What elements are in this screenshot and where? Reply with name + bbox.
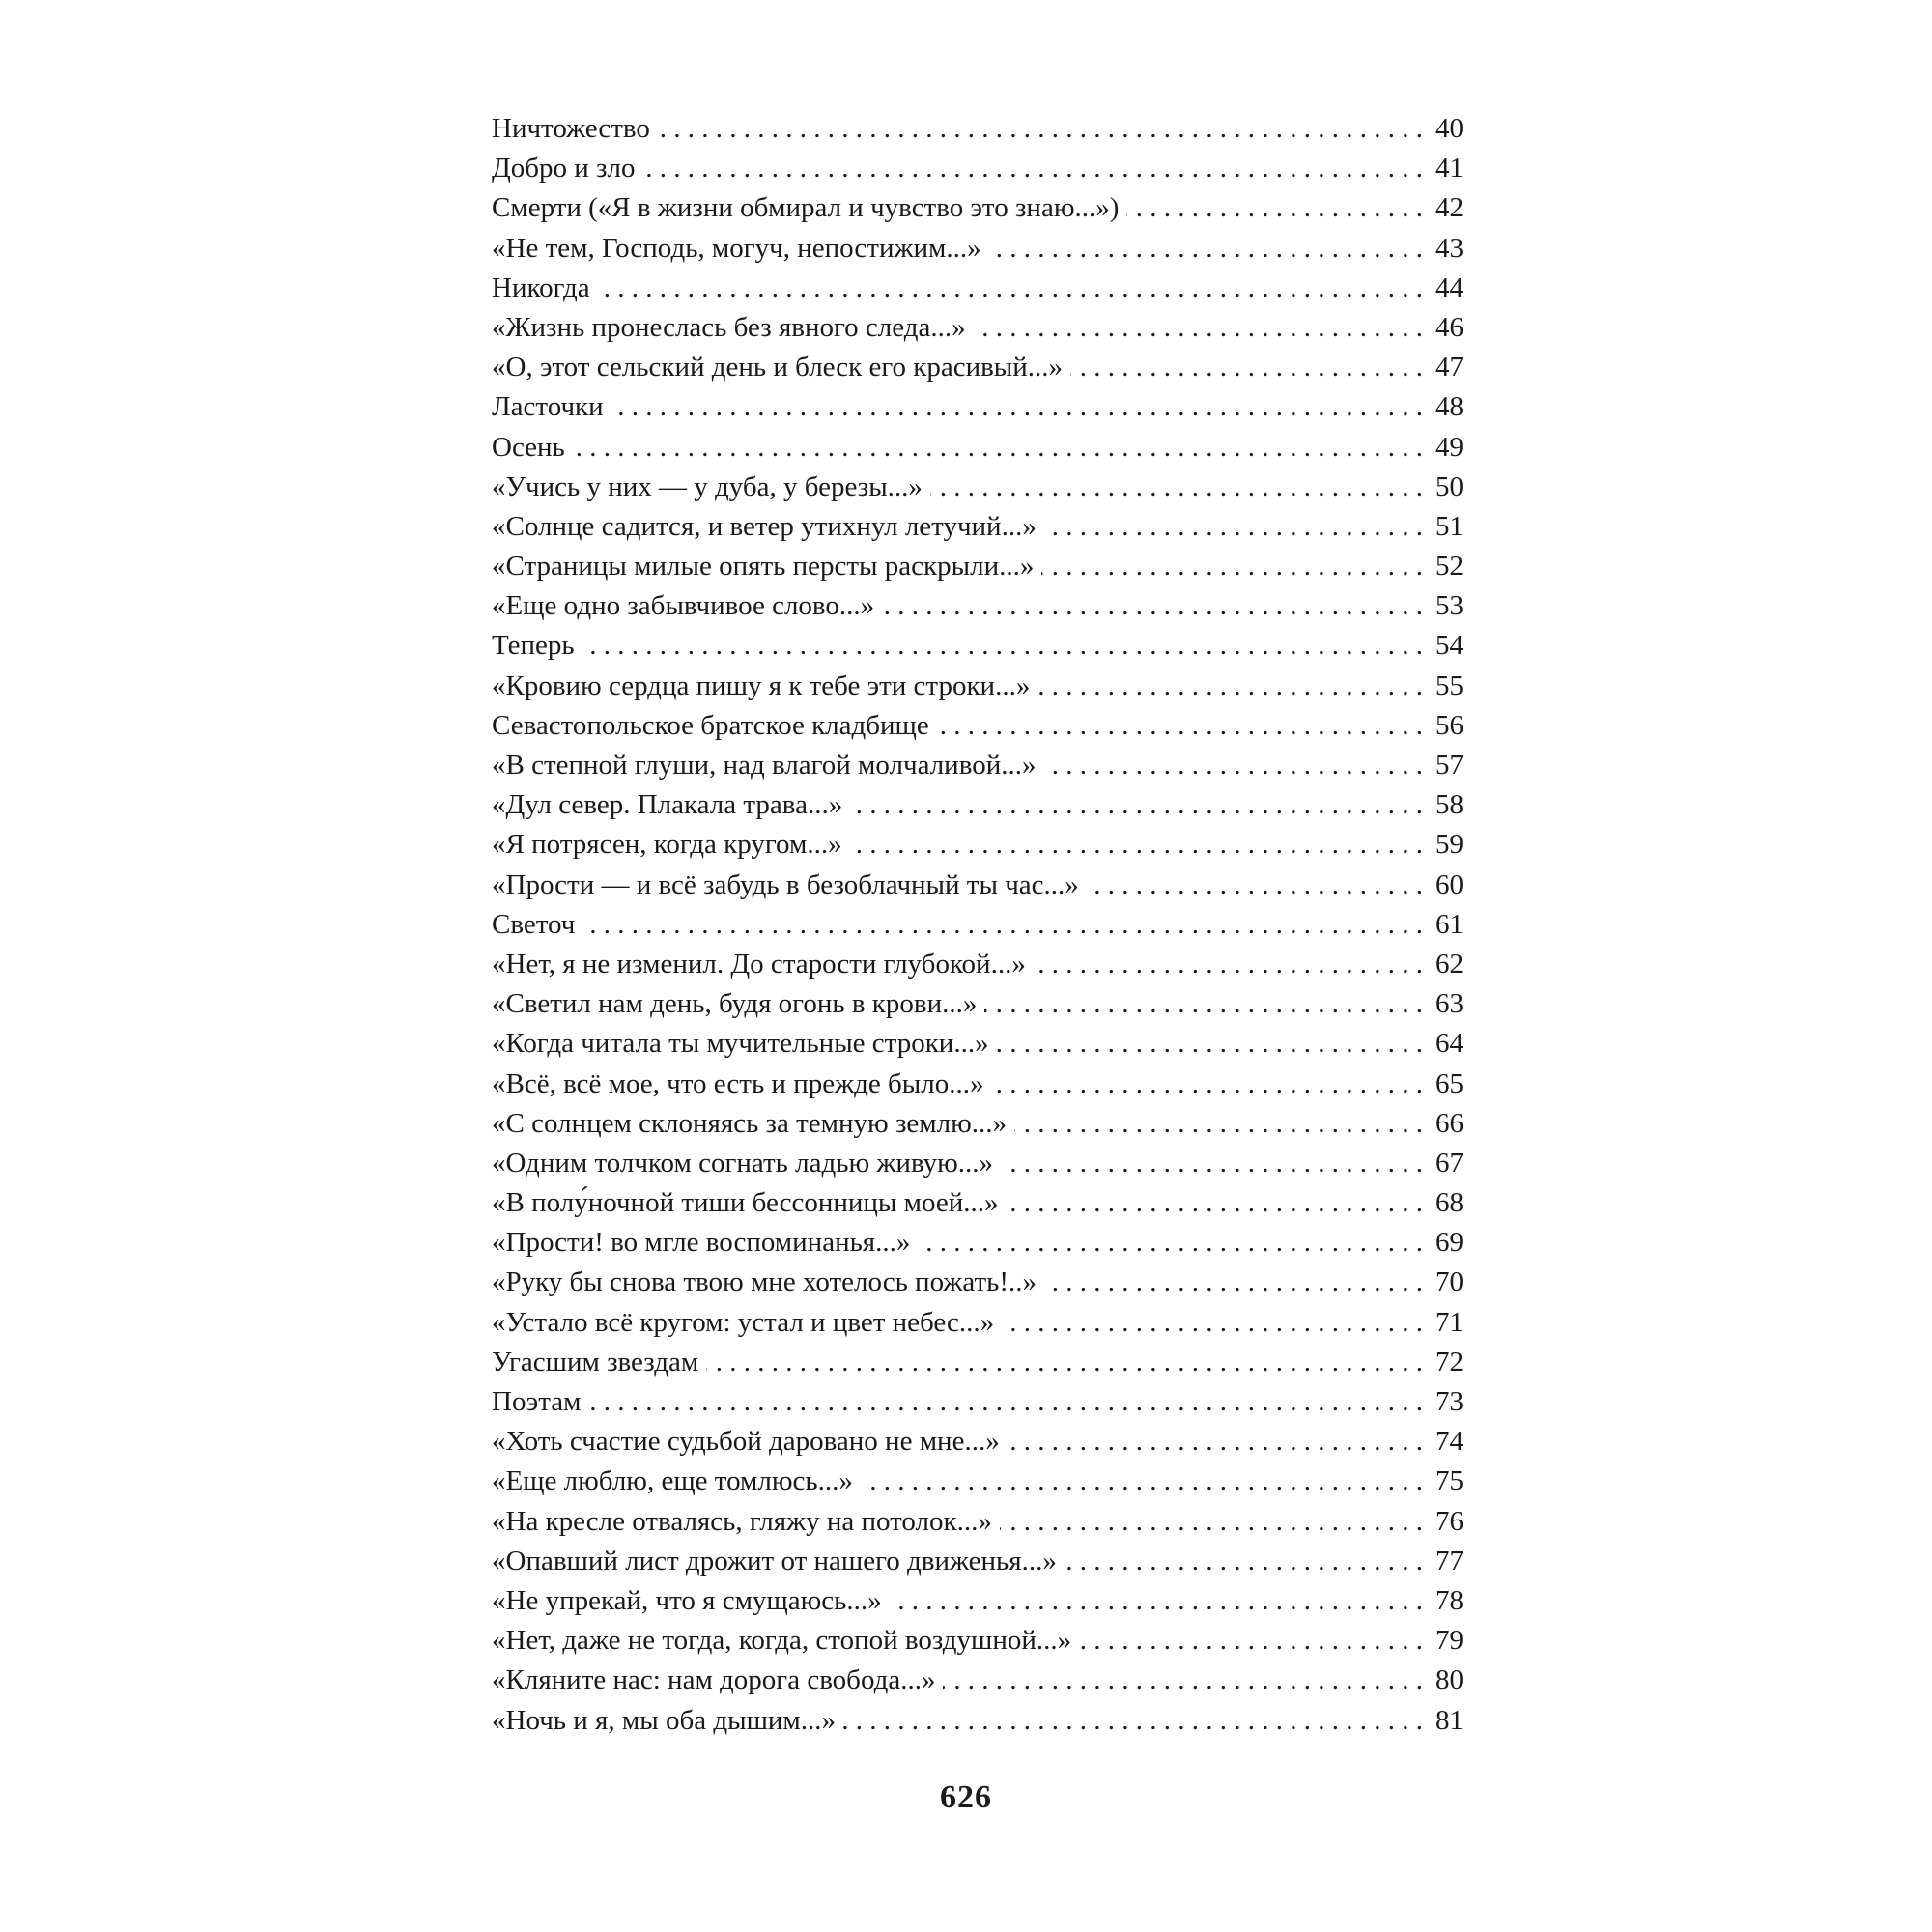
toc-entry-page-number: 72 bbox=[1435, 1346, 1463, 1378]
toc-entry-page-number: 46 bbox=[1435, 311, 1463, 343]
toc-entry bbox=[492, 667, 1463, 706]
toc-entry-title: «На кресле отвалясь, гляжу на потолок...» bbox=[492, 1505, 992, 1537]
toc-entry-title: «О, этот сельский день и блеск его красивый...» bbox=[492, 352, 1064, 384]
toc-entry-title: «Кровию сердца пишу я к тебе эти строки...» bbox=[492, 669, 1031, 701]
toc-entry-page-number: 76 bbox=[1435, 1505, 1463, 1537]
toc-entry-title: «Руку бы снова твою мне хотелось пожать!..» bbox=[492, 1266, 1037, 1298]
toc-entry bbox=[492, 547, 1463, 586]
toc-entry bbox=[492, 1303, 1463, 1343]
toc-entry bbox=[492, 428, 1463, 468]
toc-entry-page-number: 60 bbox=[1435, 868, 1463, 900]
dot-leader bbox=[1002, 1303, 1423, 1343]
toc-entry bbox=[492, 387, 1463, 427]
dot-leader bbox=[1070, 348, 1423, 387]
dot-leader bbox=[937, 706, 1423, 746]
toc-entry-page-number: 74 bbox=[1435, 1426, 1463, 1458]
toc-entry-page-number: 62 bbox=[1435, 948, 1463, 980]
toc-entry bbox=[492, 1701, 1463, 1741]
toc-entry-page-number: 40 bbox=[1435, 113, 1463, 144]
toc-entry-page-number: 68 bbox=[1435, 1187, 1463, 1219]
toc-entry-title: «Не тем, Господь, могуч, непостижим...» bbox=[492, 232, 981, 264]
toc-entry-title: Севастопольское братское кладбище bbox=[492, 709, 929, 741]
toc-entry-page-number: 58 bbox=[1435, 789, 1463, 821]
toc-entry-page-number: 64 bbox=[1435, 1028, 1463, 1060]
toc-entry-page-number: 50 bbox=[1435, 470, 1463, 502]
dot-leader bbox=[706, 1343, 1423, 1382]
toc-entry-title: «Устало всё кругом: устал и цвет небес...» bbox=[492, 1306, 995, 1338]
toc-entry-page-number: 41 bbox=[1435, 153, 1463, 185]
toc-entry bbox=[492, 1581, 1463, 1621]
toc-entry-page-number: 42 bbox=[1435, 192, 1463, 224]
toc-entry-page-number: 53 bbox=[1435, 590, 1463, 622]
toc-entry-title: «Светил нам день, будя огонь в крови...» bbox=[492, 988, 978, 1020]
toc-entry-title: «Всё, всё мое, что есть и прежде было...» bbox=[492, 1067, 984, 1099]
toc-entry bbox=[492, 1104, 1463, 1144]
toc-entry-title: Теперь bbox=[492, 630, 575, 662]
toc-entry bbox=[492, 1065, 1463, 1104]
toc-entry-title: «Нет, я не изменил. До старости глубокой...» bbox=[492, 948, 1026, 980]
toc-entry-title: «Опавший лист дрожит от нашего движенья...» bbox=[492, 1545, 1057, 1577]
dot-leader bbox=[882, 586, 1423, 626]
toc-entry bbox=[492, 706, 1463, 746]
toc-entry bbox=[492, 785, 1463, 825]
toc-entry bbox=[492, 825, 1463, 865]
dot-leader bbox=[642, 149, 1423, 188]
toc-entry-page-number: 77 bbox=[1435, 1545, 1463, 1577]
toc-entry bbox=[492, 866, 1463, 905]
toc-entry bbox=[492, 1542, 1463, 1581]
toc-entry-title: «Еще люблю, еще томлюсь...» bbox=[492, 1465, 853, 1497]
toc-entry-page-number: 65 bbox=[1435, 1067, 1463, 1099]
dot-leader bbox=[1079, 1621, 1423, 1661]
toc-entry bbox=[492, 149, 1463, 188]
toc-entry bbox=[492, 905, 1463, 945]
toc-entry bbox=[492, 1144, 1463, 1183]
toc-entry-title: «Солнце садится, и ветер утихнул летучий...» bbox=[492, 510, 1037, 542]
toc-entry-page-number: 61 bbox=[1435, 908, 1463, 940]
dot-leader bbox=[843, 1701, 1423, 1741]
dot-leader bbox=[861, 1462, 1423, 1501]
toc-entry-title: Смерти («Я в жизни обмирал и чувство это знаю...») bbox=[492, 192, 1120, 224]
toc-entry-page-number: 43 bbox=[1435, 232, 1463, 264]
toc-entry bbox=[492, 269, 1463, 308]
toc-entry-title: «Еще одно забывчивое слово...» bbox=[492, 590, 875, 622]
toc-entry-title: «Жизнь пронеслась без явного следа...» bbox=[492, 311, 966, 343]
toc-entry bbox=[492, 586, 1463, 626]
toc-entry-page-number: 57 bbox=[1435, 750, 1463, 781]
toc-entry-title: Поэтам bbox=[492, 1386, 582, 1417]
toc-entry-title: «С солнцем склоняясь за темную землю...» bbox=[492, 1107, 1008, 1139]
dot-leader bbox=[1000, 1502, 1423, 1542]
toc-entry-title: «В полу́ночной тиши бессонницы моей...» bbox=[492, 1187, 999, 1219]
toc-entry-page-number: 73 bbox=[1435, 1386, 1463, 1417]
dot-leader bbox=[1007, 1183, 1423, 1223]
toc-entry bbox=[492, 1382, 1463, 1422]
toc-entry-title: «Ночь и я, мы оба дышим...» bbox=[492, 1704, 837, 1736]
dot-leader bbox=[974, 308, 1423, 348]
toc-entry bbox=[492, 229, 1463, 269]
toc-entry-page-number: 75 bbox=[1435, 1465, 1463, 1497]
dot-leader bbox=[850, 825, 1423, 865]
toc-entry-page-number: 48 bbox=[1435, 391, 1463, 423]
toc-entry-page-number: 81 bbox=[1435, 1704, 1463, 1736]
dot-leader bbox=[1044, 1263, 1423, 1302]
toc-entry-title: «Не упрекай, что я смущаюсь...» bbox=[492, 1584, 882, 1616]
toc-entry-page-number: 59 bbox=[1435, 829, 1463, 861]
toc-entry bbox=[492, 1263, 1463, 1302]
toc-entry bbox=[492, 348, 1463, 387]
toc-entry-title: «Нет, даже не тогда, когда, стопой воздушной...» bbox=[492, 1625, 1072, 1657]
dot-leader bbox=[1014, 1104, 1423, 1144]
toc-entry-page-number: 70 bbox=[1435, 1266, 1463, 1298]
toc-entry-page-number: 47 bbox=[1435, 352, 1463, 384]
dot-leader bbox=[984, 984, 1423, 1024]
toc-entry-page-number: 80 bbox=[1435, 1664, 1463, 1696]
dot-leader bbox=[582, 905, 1423, 945]
toc-entry bbox=[492, 308, 1463, 348]
toc-entry-page-number: 69 bbox=[1435, 1227, 1463, 1259]
dot-leader bbox=[989, 229, 1423, 269]
toc-entry-title: Угасшим звездам bbox=[492, 1346, 699, 1378]
toc-entry bbox=[492, 626, 1463, 666]
toc-entry bbox=[492, 1343, 1463, 1382]
toc-entry-title: Никогда bbox=[492, 271, 590, 303]
dot-leader bbox=[1043, 746, 1423, 785]
dot-leader bbox=[1087, 866, 1423, 905]
toc-entry-title: Добро и зло bbox=[492, 153, 636, 185]
dot-leader bbox=[589, 1382, 1424, 1422]
dot-leader bbox=[930, 468, 1423, 507]
toc-entry-title: «В степной глуши, над влагой молчаливой...» bbox=[492, 750, 1037, 781]
dot-leader bbox=[1001, 1144, 1423, 1183]
toc-entry bbox=[492, 1422, 1463, 1462]
table-of-contents bbox=[492, 109, 1463, 1741]
dot-leader bbox=[1126, 188, 1423, 228]
dot-leader bbox=[890, 1581, 1423, 1621]
toc-entry bbox=[492, 1621, 1463, 1661]
toc-entry bbox=[492, 1183, 1463, 1223]
toc-entry-page-number: 71 bbox=[1435, 1306, 1463, 1338]
toc-entry-title: Ничтожество bbox=[492, 113, 650, 144]
dot-leader bbox=[1044, 507, 1423, 547]
toc-entry-page-number: 49 bbox=[1435, 431, 1463, 463]
toc-entry-page-number: 78 bbox=[1435, 1584, 1463, 1616]
dot-leader bbox=[991, 1065, 1423, 1104]
dot-leader bbox=[1065, 1542, 1423, 1581]
toc-entry bbox=[492, 1661, 1463, 1700]
toc-entry-title: «Прости — и всё забудь в безоблачный ты час...» bbox=[492, 868, 1079, 900]
toc-entry-title: Светоч bbox=[492, 908, 576, 940]
toc-entry-page-number: 56 bbox=[1435, 709, 1463, 741]
toc-entry-page-number: 55 bbox=[1435, 669, 1463, 701]
dot-leader bbox=[1037, 667, 1423, 706]
toc-entry bbox=[492, 188, 1463, 228]
toc-entry bbox=[492, 468, 1463, 507]
toc-entry-page-number: 79 bbox=[1435, 1625, 1463, 1657]
toc-entry-title: Ласточки bbox=[492, 391, 604, 423]
toc-entry-page-number: 51 bbox=[1435, 510, 1463, 542]
dot-leader bbox=[943, 1661, 1423, 1700]
dot-leader bbox=[598, 269, 1423, 308]
toc-entry bbox=[492, 1223, 1463, 1263]
toc-entry-page-number: 44 bbox=[1435, 271, 1463, 303]
dot-leader bbox=[918, 1223, 1423, 1263]
dot-leader bbox=[573, 428, 1423, 468]
dot-leader bbox=[1034, 945, 1423, 984]
dot-leader bbox=[582, 626, 1423, 666]
toc-entry-title: «Когда читала ты мучительные строки...» bbox=[492, 1028, 989, 1060]
dot-leader bbox=[1008, 1422, 1423, 1462]
toc-entry-page-number: 52 bbox=[1435, 551, 1463, 582]
toc-entry bbox=[492, 1462, 1463, 1501]
toc-entry-title: «Страницы милые опять персты раскрыли...» bbox=[492, 551, 1035, 582]
toc-entry-title: «Прости! во мгле воспоминанья...» bbox=[492, 1227, 911, 1259]
toc-entry bbox=[492, 945, 1463, 984]
toc-entry-title: «Хоть счастие судьбой даровано не мне...» bbox=[492, 1426, 1000, 1458]
dot-leader bbox=[997, 1024, 1423, 1064]
toc-entry bbox=[492, 507, 1463, 547]
dot-leader bbox=[850, 785, 1423, 825]
toc-entry-title: «Кляните нас: нам дорога свобода...» bbox=[492, 1664, 936, 1696]
dot-leader bbox=[611, 387, 1423, 427]
toc-entry-page-number: 54 bbox=[1435, 630, 1463, 662]
dot-leader bbox=[1041, 547, 1423, 586]
toc-entry-title: Осень bbox=[492, 431, 565, 463]
page-number: 626 bbox=[940, 1779, 992, 1815]
dot-leader bbox=[658, 109, 1423, 149]
toc-entry bbox=[492, 1024, 1463, 1064]
toc-entry bbox=[492, 109, 1463, 149]
toc-entry bbox=[492, 1502, 1463, 1542]
toc-entry-title: «Учись у них — у дуба, у березы...» bbox=[492, 470, 923, 502]
toc-entry-page-number: 66 bbox=[1435, 1107, 1463, 1139]
toc-entry-title: «Дул север. Плакала трава...» bbox=[492, 789, 843, 821]
toc-entry bbox=[492, 746, 1463, 785]
toc-entry-title: «Одним толчком согнать ладью живую...» bbox=[492, 1147, 994, 1179]
toc-entry-title: «Я потрясен, когда кругом...» bbox=[492, 829, 842, 861]
toc-entry bbox=[492, 984, 1463, 1024]
toc-entry-page-number: 63 bbox=[1435, 988, 1463, 1020]
toc-entry-page-number: 67 bbox=[1435, 1147, 1463, 1179]
